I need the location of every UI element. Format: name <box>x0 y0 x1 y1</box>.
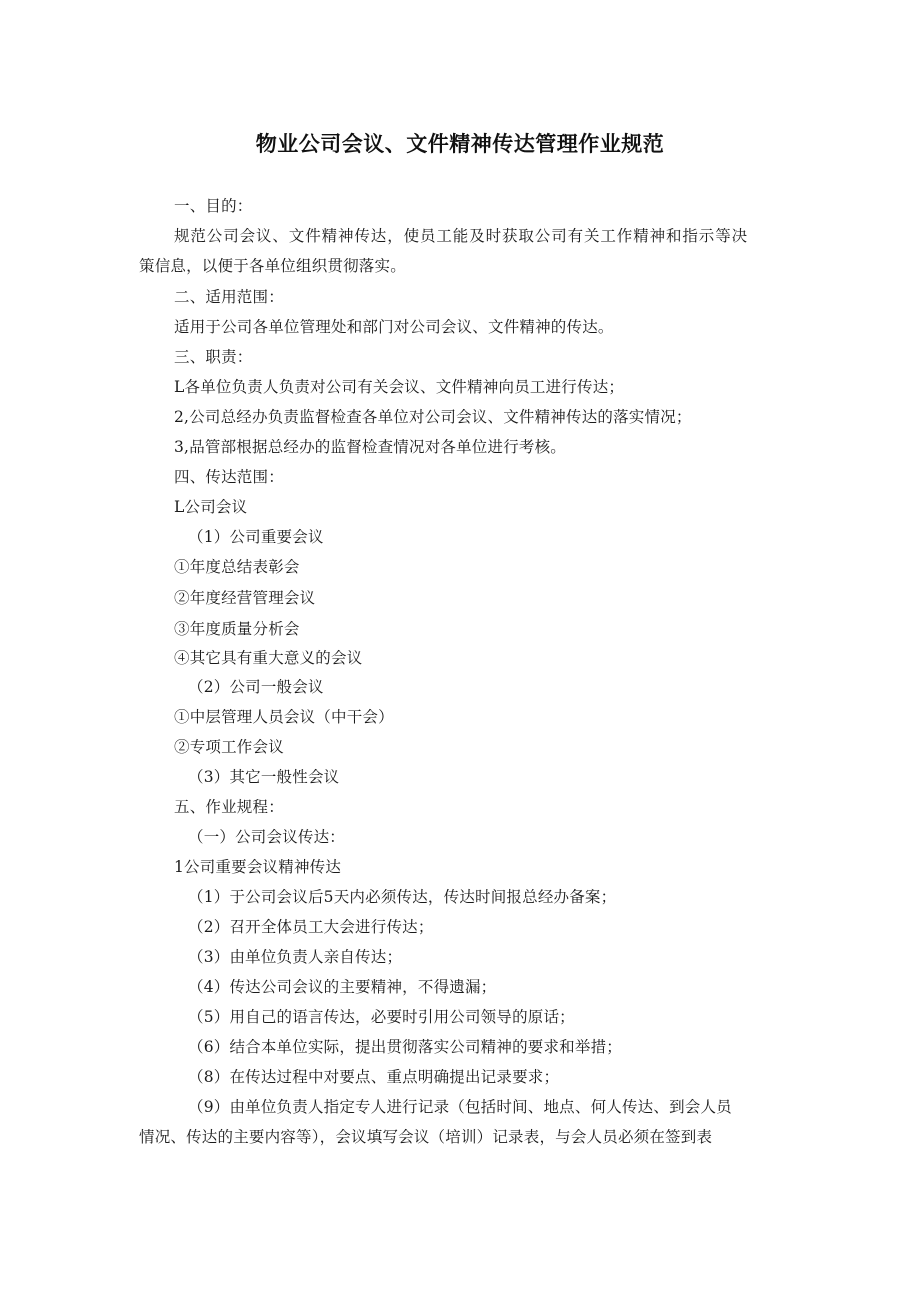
section-heading-duties: 三、职责： <box>174 348 253 366</box>
list-item: 3,品管部根据总经办的监督检查情况对各单位进行考核。 <box>174 438 566 456</box>
list-item: ②专项工作会议 <box>174 738 284 756</box>
section-heading-purpose: 一、目的： <box>174 197 253 215</box>
list-item: （5）用自己的语言传达，必要时引用公司领导的原话； <box>188 1008 575 1026</box>
paragraph-line: 规范公司会议、文件精神传达，使员工能及时获取公司有关工作精神和指示等决 <box>174 227 749 245</box>
paragraph-line: 适用于公司各单位管理处和部门对公司会议、文件精神的传达。 <box>174 318 614 336</box>
list-item: ④其它具有重大意义的会议 <box>174 649 363 667</box>
list-item: （1）公司重要会议 <box>188 528 324 546</box>
paragraph-line: 策信息，以便于各单位组织贯彻落实。 <box>139 257 406 275</box>
list-item: ③年度质量分析会 <box>174 620 300 638</box>
list-item: 1公司重要会议精神传达 <box>174 858 342 876</box>
section-heading-procedure: 五、作业规程： <box>174 798 284 816</box>
document-title: 物业公司会议、文件精神传达管理作业规范 <box>255 132 665 156</box>
list-item: L各单位负责人负责对公司有关会议、文件精神向员工进行传达； <box>174 378 625 396</box>
list-item: （3）其它一般性会议 <box>188 768 340 786</box>
paragraph-line: 情况、传达的主要内容等），会议填写会议（培训）记录表，与会人员必须在签到表 <box>139 1128 713 1146</box>
list-item: ①中层管理人员会议（中干会） <box>174 708 394 726</box>
list-item: ①年度总结表彰会 <box>174 558 300 576</box>
subsection-heading: （一）公司会议传达： <box>188 828 346 846</box>
list-item: （2）召开全体员工大会进行传达； <box>188 918 434 936</box>
list-item: （6）结合本单位实际，提出贯彻落实公司精神的要求和举措； <box>188 1038 622 1056</box>
list-item: （8）在传达过程中对要点、重点明确提出记录要求； <box>188 1068 560 1086</box>
list-item: （9）由单位负责人指定专人进行记录（包括时间、地点、何人传达、到会人员 <box>188 1098 732 1116</box>
list-item: （4）传达公司会议的主要精神，不得遗漏； <box>188 978 497 996</box>
section-heading-range: 四、传达范围： <box>174 468 284 486</box>
section-heading-scope: 二、适用范围： <box>174 288 284 306</box>
list-item: L公司会议 <box>174 498 248 516</box>
list-item: （2）公司一般会议 <box>188 678 324 696</box>
list-item: ②年度经营管理会议 <box>174 589 316 607</box>
list-item: （3）由单位负责人亲自传达； <box>188 948 403 966</box>
list-item: 2,公司总经办负责监督检查各单位对公司会议、文件精神传达的落实情况； <box>174 408 692 426</box>
list-item: （1）于公司会议后5天内必须传达，传达时间报总经办备案； <box>188 888 617 906</box>
